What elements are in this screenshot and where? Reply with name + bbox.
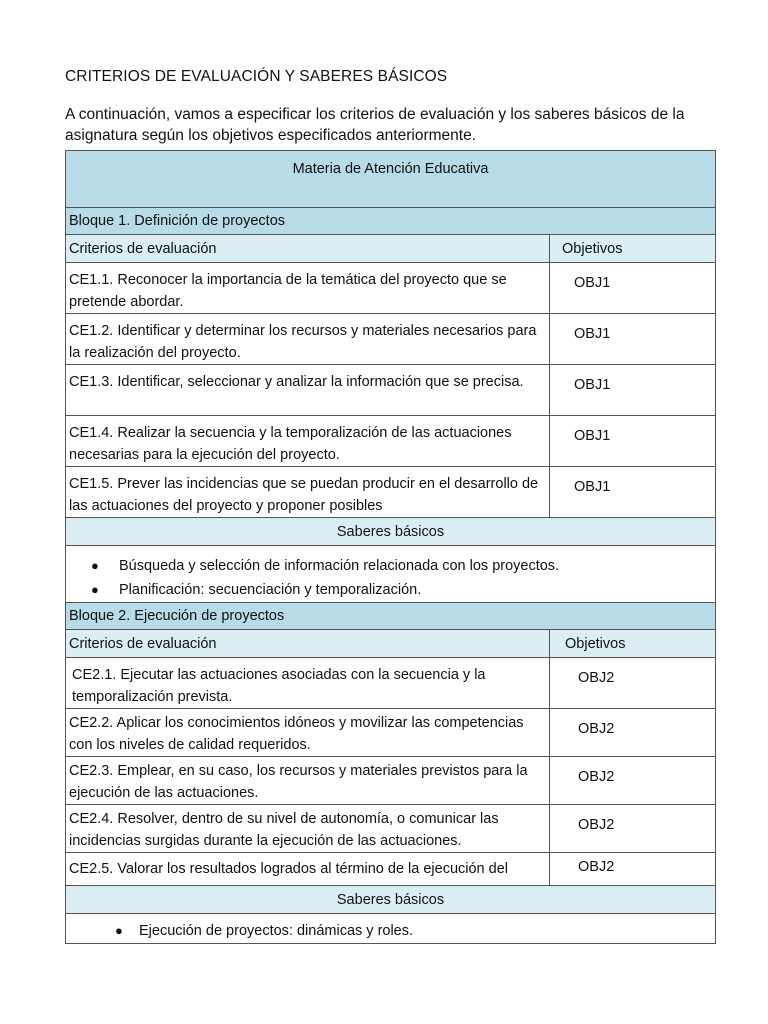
block-2-column-headers (66, 630, 716, 658)
criterion-text: CE2.1. Ejecutar las actuaciones asociadas con la secuencia y la temporalización prevista. (66, 658, 550, 709)
criterion-text: CE1.4. Realizar la secuencia y la temporalización de las actuaciones necesarias para la ejecución del proyecto. (66, 416, 550, 467)
criterion-objective: OBJ1 (550, 365, 716, 416)
criterion-objective: OBJ1 (550, 416, 716, 467)
criterion-objective: OBJ1 (550, 467, 716, 518)
bullet-icon: ● (91, 558, 99, 573)
criterion-text: CE2.3. Emplear, en su caso, los recursos y materiales previstos para la ejecución de las actuaciones. (66, 757, 550, 805)
criterion-text: CE1.2. Identificar y determinar los recursos y materiales necesarios para la realización del proyecto. (66, 314, 550, 365)
block-2-title: Bloque 2. Ejecución de proyectos (66, 603, 716, 630)
list-item (66, 554, 715, 578)
saber-text: Búsqueda y selección de información relacionada con los proyectos. (119, 558, 560, 574)
saberes-header: Saberes básicos (66, 518, 716, 546)
criteria-column-header: Criterios de evaluación (66, 630, 550, 658)
criterion-text: CE1.1. Reconocer la importancia de la temática del proyecto que se pretende abordar. (66, 263, 550, 314)
block-1-title: Bloque 1. Definición de proyectos (66, 208, 716, 235)
criterion-objective: OBJ2 (550, 658, 716, 709)
block-1-header-row (66, 208, 716, 235)
saber-text: Ejecución de proyectos: dinámicas y roles. (139, 923, 414, 939)
criterion-text: CE1.5. Prever las incidencias que se puedan producir en el desarrollo de las actuaciones del proyecto y proponer posibles (66, 467, 550, 518)
criterion-objective: OBJ2 (550, 805, 716, 853)
table-row (66, 658, 716, 709)
table-title: Materia de Atención Educativa (66, 151, 716, 208)
criterion-objective: OBJ1 (550, 314, 716, 365)
block-1-column-headers (66, 235, 716, 263)
saberes-header-row (66, 518, 716, 546)
intro-paragraph: A continuación, vamos a especificar los criterios de evaluación y los saberes básicos de la asignatura según los objetivos especificados anteriormente. (65, 106, 685, 144)
saberes-list (66, 554, 715, 602)
list-item (66, 578, 715, 602)
block-2-header-row (66, 603, 716, 630)
criterion-text: CE2.5. Valorar los resultados logrados al término de la ejecución del (66, 853, 550, 886)
saber-text: Planificación: secuenciación y temporalización. (119, 582, 422, 598)
criterion-objective: OBJ1 (550, 263, 716, 314)
section-heading: CRITERIOS DE EVALUACIÓN Y SABERES BÁSICOS (65, 68, 448, 85)
criterion-text: CE1.3. Identificar, seleccionar y analizar la información que se precisa. (66, 365, 550, 416)
bullet-icon: ● (91, 582, 99, 597)
table-row (66, 757, 716, 805)
saberes-header-row (66, 886, 716, 914)
saberes-cell (66, 546, 716, 603)
table-row (66, 805, 716, 853)
saberes-header: Saberes básicos (66, 886, 716, 914)
criterion-objective: OBJ2 (550, 709, 716, 757)
objectives-column-header: Objetivos (550, 235, 716, 263)
table-row (66, 467, 716, 518)
table-row (66, 416, 716, 467)
list-item (66, 919, 715, 943)
criterion-text: CE2.4. Resolver, dentro de su nivel de autonomía, o comunicar las incidencias surgidas durante la ejecución de las actuaciones. (66, 805, 550, 853)
criteria-table (65, 150, 716, 944)
table-row (66, 853, 716, 886)
criterion-objective: OBJ2 (550, 853, 716, 886)
table-row (66, 709, 716, 757)
table-row (66, 314, 716, 365)
saberes-cell (66, 914, 716, 944)
saberes-list-row (66, 546, 716, 603)
bullet-icon: ● (115, 923, 123, 938)
table-row (66, 263, 716, 314)
saberes-list (66, 919, 715, 943)
objectives-column-header: Objetivos (550, 630, 716, 658)
criterion-text: CE2.2. Aplicar los conocimientos idóneos y movilizar las competencias con los niveles de calidad requeridos. (66, 709, 550, 757)
table-row (66, 365, 716, 416)
criterion-objective: OBJ2 (550, 757, 716, 805)
saberes-list-row (66, 914, 716, 944)
table-title-row (66, 151, 716, 208)
criteria-column-header: Criterios de evaluación (66, 235, 550, 263)
